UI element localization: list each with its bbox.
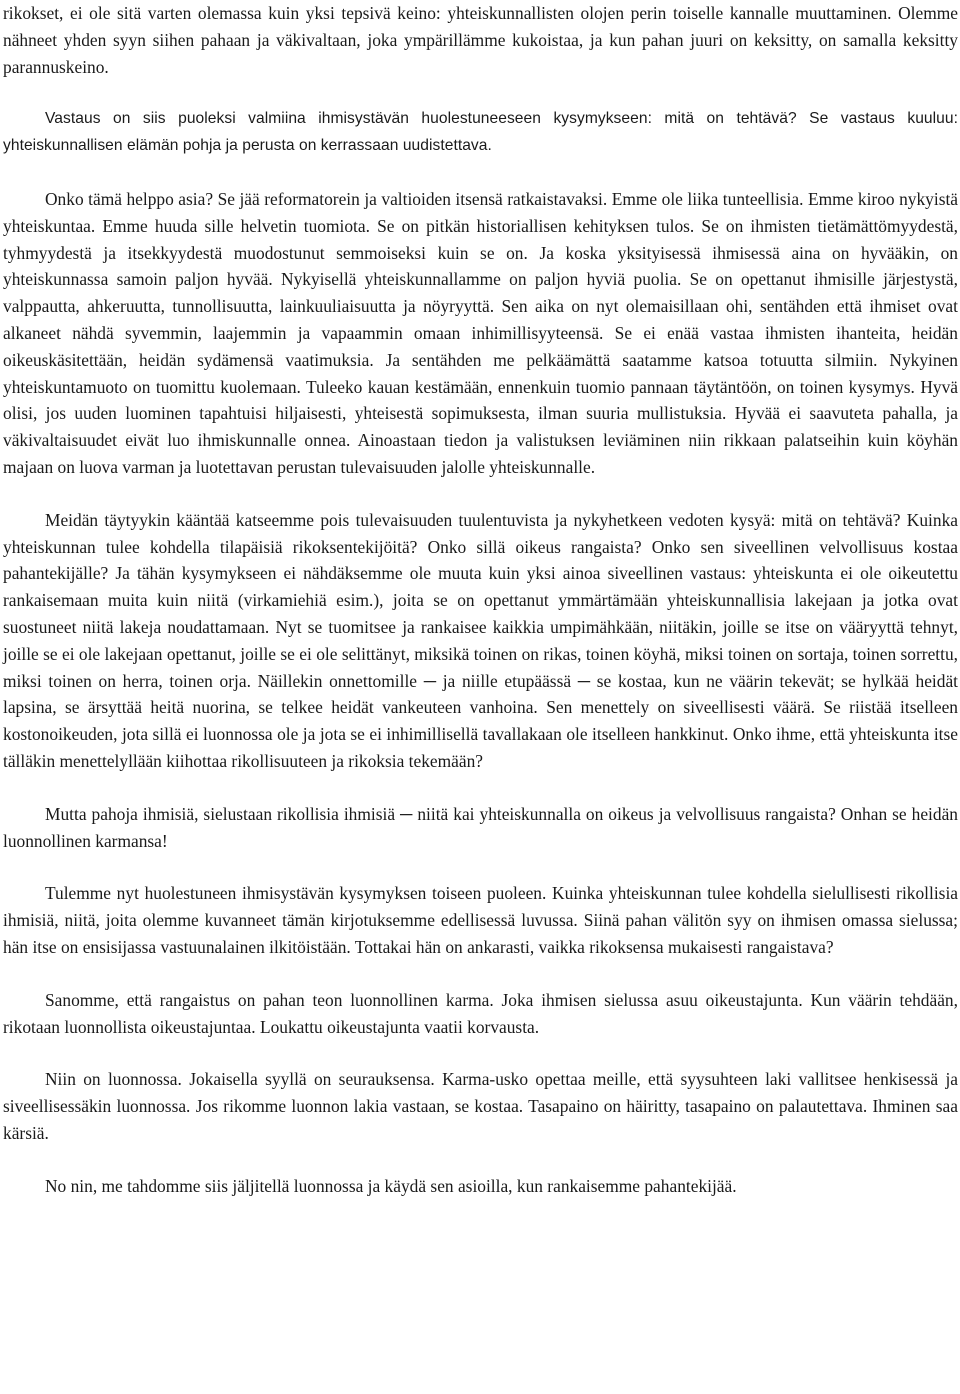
sentence: Ja koska yksityisessä ihmisessä aina on hyvääkin, on yhteiskunnassa samoin paljon hyvää. [3, 242, 958, 290]
sentence: Joka ihmisen sielussa asuu oikeustajunta. [501, 989, 803, 1010]
sentence: Jos rikomme luonnon lakia vastaan, se kostaa. [195, 1096, 524, 1117]
sentence: Se riistää itselleen kostonoikeuden, jota sillä ei luonnossa ole ja jota se ei inhimillisellä tavallakaan ole itselleen hankkinut. Onko ihme, että yhteiskunta itse tälläkin menettelyllään kiihottaa rikollisuuteen ja rikoksia tekemään? [3, 697, 958, 771]
sentence: Näillekin onnettomille ─ ja niille etupäässä ─ se kostaa, kun ne väärin tekevät; se hylkää heidät lapsina, se ärsyttää heitä nuorina, se telkee heidät vankeuteen vanhoina. [3, 670, 958, 718]
sentence: Se on opettanut ihmisille järjestystä, valppautta, ahkeruutta, tunnollisuutta, lainkuuliaisuutta ja nöyryyttä. [3, 269, 958, 317]
paragraph [3, 0, 958, 80]
paragraph [3, 186, 958, 481]
sentence: Niin on luonnossa. [45, 1069, 182, 1090]
sentence: Kuinka yhteiskunnan tulee kohdella tilapäisiä rikoksentekijöitä? [3, 509, 958, 557]
sentence: Emme ole liika tunteellisia. [611, 188, 804, 209]
paragraph [3, 1066, 958, 1146]
sentence: Se vastaus kuuluu: yhteiskunnallisen elämän pohja ja perusta on kerrassaan uudistettava. [3, 110, 958, 155]
sentence: rikokset, ei ole sitä varten olemassa kuin yksi tepsivä keino: yhteiskunnallisten olojen perin toiselle kannalle muuttaminen. Olemme nähneet yhden syyn siihen pahaan ja väkivaltaan, joka ympärillämme kukoistaa, ja kun pahan juuri on keksitty, on samalla keksitty parannuskeino. [3, 3, 958, 77]
sentence: Ja tähän kysymykseen ei nähdäksemme ole muuta kuin yksi ainoa siveellinen vastaus: yhteiskunta ei ole oikeutettu rankaisemaan muita kuin niitä (virkamiehiä esim.), joita se on opettanut ymmärtämään yhteiskunnallisia lakejaan ja jotka ovat suostuneet niitä lakeja noudattamaan. [3, 563, 958, 637]
paragraph [3, 801, 958, 855]
sentence: Mutta pahoja ihmisiä, sielustaan rikollisia ihmisiä ─ niitä kai yhteiskunnalla on oikeus ja velvollisuus rangaista? [45, 803, 836, 824]
sentence: Nykyisellä yhteiskunnallamme on paljon hyviä puolia. [281, 269, 682, 290]
sentence: Tuleeko kauan kestämään, ennenkuin tuomio pannaan täytäntöön, on toinen kysymys. [305, 376, 915, 397]
sentence: Emme huuda sille helvetin tuomiota. [102, 215, 370, 236]
sentence: Onko tämä helppo asia? [45, 188, 214, 209]
sentence: Onhan se heidän luonnollinen karmansa! [3, 803, 958, 851]
paragraph [3, 987, 958, 1041]
sentence: Siinä pahan välitön syy on ihmisen omassa sielussa; hän itse on ensisijassa vastuunalainen ilkitöistään. [3, 910, 958, 957]
sentence: Karma-usko opettaa meille, että syysuhteen laki vallitsee henkisessä ja siveellisessäkin luonnossa. [3, 1069, 958, 1117]
paragraph [3, 507, 958, 775]
sentence: Sanomme, että rangaistus on pahan teon luonnollinen karma. [45, 989, 494, 1010]
sentence: Tulemme nyt huolestuneen ihmisystävän kysymyksen toiseen puoleen. [45, 883, 547, 904]
paragraph [3, 106, 958, 160]
sentence: Tottakai hän on ankarasti, vaikka rikoksensa mukaisesti rangaistava? [354, 936, 834, 957]
sentence: Nyt se tuomitsee ja rankaisee kaikkia umpimähkään, niitäkin, joille se itse on vääryyttä tehnyt, joille se ei ole lakejaan opettanut, joille se ei ole selittänyt, miksikä toinen on rikas, toinen köyhä, miksi toinen on sortaja, toinen sorrettu, miksi toinen on herra, toinen orja. [3, 616, 958, 691]
sentence: Onko sillä oikeus rangaista? [427, 536, 642, 557]
sentence: Hyvää ei saavuteta pahalla, ja väkivaltaisuudet eivät luo ihmiskunnalle onnea. [3, 403, 958, 451]
sentence: Se on ihmisten tietämättömyydestä, tyhmyydestä ja itsekkyydestä muodostunut semmoiseksi kuin se on. [3, 215, 958, 263]
sentence: Emme kiroo nykyistä yhteiskuntaa. [3, 188, 959, 236]
paragraph [3, 1173, 958, 1200]
sentence: Sen aika on nyt olemaisillaan ohi, sentähden että ihmiset ovat alkaneet nähdä syvemmin, laajemmin ja vapaammin omaan inhimillisyyteensä. [3, 296, 958, 343]
document-page [3, 0, 958, 1199]
sentence: Sen menettely on siveellisesti väärä. [546, 697, 815, 718]
sentence: Ihminen saa kärsiä. [3, 1096, 958, 1143]
sentence: No nin, me tahdomme siis jäljitellä luonnossa ja käydä sen asioilla, kun rankaisemme pahantekijää. [45, 1175, 737, 1196]
paragraph [3, 880, 958, 960]
sentence: Se jää reformatorein ja valtioiden itsensä ratkaistavaksi. [217, 188, 608, 209]
sentence: Vastaus on siis puoleksi valmiina ihmisystävän huolestuneeseen kysymykseen: mitä on tehtävä? [45, 110, 797, 128]
sentence: Ainoastaan tiedon ja valistuksen leviäminen niin rikkaan palatseihin kuin köyhän majaan on luova varman ja luotettavan perustan tulevaisuuden jalolle yhteiskunnalle. [3, 430, 958, 477]
sentence: Hyvä olisi, jos uuden luominen tapahtuisi hiljaisesti, yhteisestä sopimuksesta, ilman suuria mullistuksia. [3, 376, 958, 424]
sentence: Se on pitkän historiallisen kehityksen tulos. [377, 215, 695, 236]
sentence: Loukattu oikeustajunta vaatii korvausta. [259, 1016, 540, 1037]
sentence: Jokaisella syyllä on seurauksensa. [189, 1069, 435, 1090]
sentence: Kun väärin tehdään, rikotaan luonnollista oikeustajuntaa. [3, 989, 958, 1037]
sentence: Onko sen siveellinen velvollisuus kostaa pahantekijälle? [3, 536, 958, 584]
sentence: Ja sentähden me pelkäämättä saatamme katsoa totuutta silmiin. [385, 349, 878, 370]
sentence: Nykyinen yhteiskuntamuoto on tuomittu kuolemaan. [3, 349, 958, 397]
sentence: Tasapaino on häiritty, tasapaino on palautettava. [528, 1096, 868, 1117]
sentence: Kuinka yhteiskunnan tulee kohdella sielullisesti rikollisia ihmisiä, niitä, joita olemme kuvanneet tämän kirjotuksemme edellisessä luvussa. [3, 883, 958, 931]
sentence: Meidän täytyykin kääntää katseemme pois tulevaisuuden tuulentuvista ja nykyhetkeen vedoten kysyä: mitä on tehtävä? [45, 509, 901, 530]
sentence: Se ei enää vastaa ihmisten ihanteita, heidän oikeuskäsitettään, heidän sydämensä vaatimuksia. [3, 322, 958, 370]
